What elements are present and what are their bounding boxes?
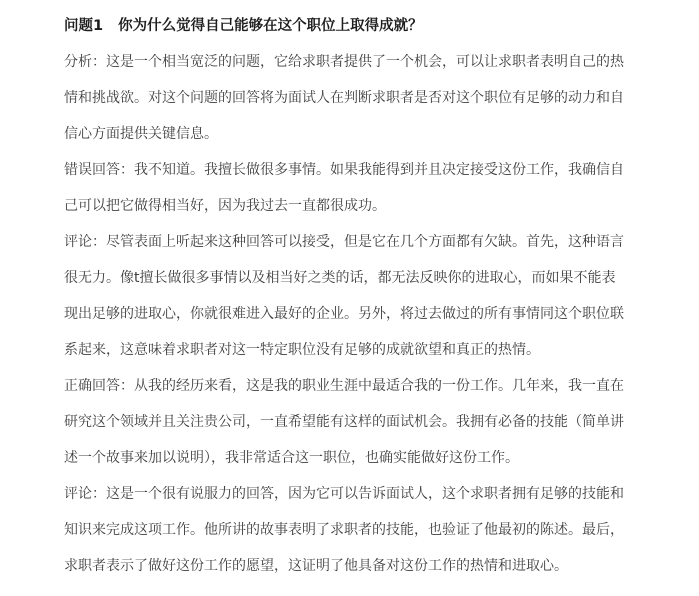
question-title-text: 你为什么觉得自己能够在这个职位上取得成就？ bbox=[118, 18, 423, 34]
paragraph-comment-on-wrong-answer bbox=[64, 224, 699, 368]
paragraph-comment-on-correct-answer bbox=[64, 476, 699, 584]
paragraph-analysis bbox=[64, 44, 699, 152]
text-line: 分析：这是一个相当宽泛的问题，它给求职者提供了一个机会，可以让求职者表明自己的热 bbox=[64, 54, 624, 70]
text-line: 错误回答：我不知道。我擅长做很多事情。如果我能得到并且决定接受这份工作，我确信自 bbox=[64, 162, 624, 178]
text-line: 述一个故事来加以说明），我非常适合这一职位，也确实能做好这份工作。 bbox=[64, 450, 519, 466]
question-number-label: 问题1 bbox=[64, 18, 104, 34]
text-line: 现出足够的进取心，你就很难进入最好的企业。另外，将过去做过的所有事情同这个职位联 bbox=[64, 306, 624, 322]
text-line: 正确回答：从我的经历来看，这是我的职业生涯中最适合我的一份工作。几年来，我一直在 bbox=[64, 378, 624, 394]
text-line: 评论：尽管表面上听起来这种回答可以接受，但是它在几个方面都有欠缺。首先，这种语言 bbox=[64, 234, 624, 250]
paragraph-correct-answer bbox=[64, 368, 699, 476]
text-line: 己可以把它做得相当好，因为我过去一直都很成功。 bbox=[64, 198, 386, 214]
text-line: 很无力。像t擅长做很多事情以及相当好之类的话，都无法反映你的进取心，而如果不能表 bbox=[64, 270, 616, 286]
text-line: 系起来，这意味着求职者对这一特定职位没有足够的成就欲望和真正的热情。 bbox=[64, 342, 540, 358]
paragraph-wrong-answer bbox=[64, 152, 699, 224]
text-line: 情和挑战欲。对这个问题的回答将为面试人在判断求职者是否对这个职位有足够的动力和自 bbox=[64, 90, 624, 106]
text-line: 研究这个领域并且关注贵公司，一直希望能有这样的面试机会。我拥有必备的技能（简单讲 bbox=[64, 414, 624, 430]
text-line: 评论：这是一个很有说服力的回答，因为它可以告诉面试人，这个求职者拥有足够的技能和 bbox=[64, 486, 624, 502]
text-line: 求职者表示了做好这份工作的愿望，这证明了他具备对这份工作的热情和进取心。 bbox=[64, 558, 568, 574]
text-line: 信心方面提供关键信息。 bbox=[64, 126, 218, 142]
text-line: 知识来完成这项工作。他所讲的故事表明了求职者的技能，也验证了他最初的陈述。最后， bbox=[64, 522, 624, 538]
question-title bbox=[64, 8, 699, 44]
